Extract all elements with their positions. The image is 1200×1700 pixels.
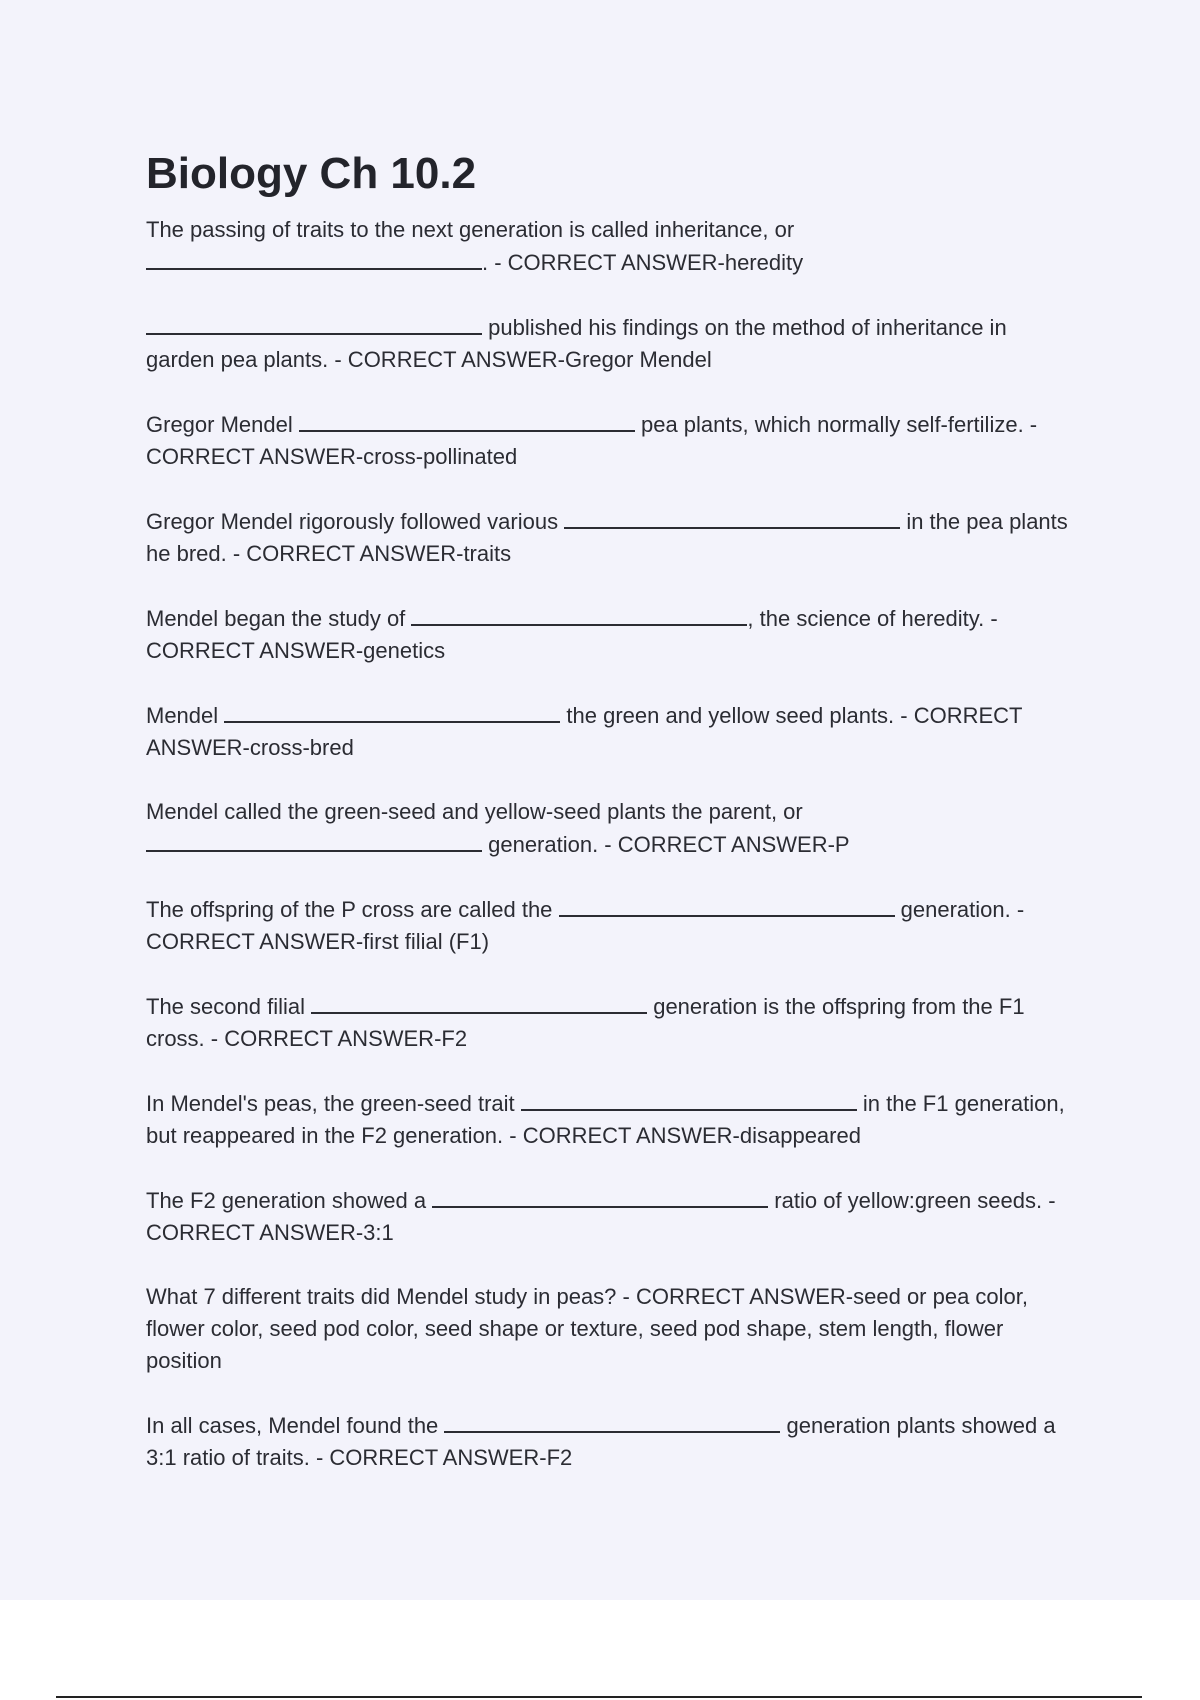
footer-divider <box>56 1696 1142 1698</box>
question-9 <box>146 990 1076 1055</box>
question-text-before: Mendel began the study of <box>146 606 412 631</box>
question-3 <box>146 408 1076 473</box>
question-text: What 7 different traits did Mendel study in peas? - CORRECT ANSWER-seed or pea color, flower color, seed pod color, seed shape or texture, seed pod shape, stem length, flower position <box>146 1284 1029 1373</box>
question-text-before: Gregor Mendel <box>146 412 299 437</box>
answer-blank <box>444 1409 780 1433</box>
question-text-after: the green and yellow seed plants. - CORRECT ANSWER-cross-bred <box>146 703 1023 760</box>
answer-blank <box>564 505 900 529</box>
question-text-after: . - CORRECT ANSWER-heredity <box>482 250 804 275</box>
question-text-before: Gregor Mendel rigorously followed various <box>146 509 565 534</box>
question-text-before: The F2 generation showed a <box>146 1188 433 1213</box>
question-8 <box>146 893 1076 958</box>
question-text-before: The passing of traits to the next generation is called inheritance, or <box>146 217 795 242</box>
question-7 <box>146 796 1076 861</box>
question-text-after: , the science of heredity. - CORRECT ANSWER-genetics <box>146 606 998 663</box>
question-text-before: The second filial <box>146 994 312 1019</box>
answer-blank <box>559 893 895 917</box>
question-text-before: In Mendel's peas, the green-seed trait <box>146 1091 521 1116</box>
question-text-after: generation is the offspring from the F1 cross. - CORRECT ANSWER-F2 <box>146 994 1025 1051</box>
question-text-before: Mendel called the green-seed and yellow-seed plants the parent, or <box>146 799 803 824</box>
answer-blank <box>146 246 482 270</box>
question-1 <box>146 214 1076 279</box>
question-11 <box>146 1184 1076 1249</box>
question-text-before: Mendel <box>146 703 225 728</box>
question-13 <box>146 1409 1076 1474</box>
question-text-before: The offspring of the P cross are called the <box>146 897 559 922</box>
answer-blank <box>224 699 560 723</box>
question-text-after: published his findings on the method of inheritance in garden pea plants. - CORRECT ANSWER-Gregor Mendel <box>146 315 1007 372</box>
question-text-after: generation plants showed a 3:1 ratio of traits. - CORRECT ANSWER-F2 <box>146 1413 1056 1470</box>
question-text-after: generation. - CORRECT ANSWER-P <box>482 832 850 857</box>
answer-blank <box>432 1184 768 1208</box>
page-title: Biology Ch 10.2 <box>146 149 477 198</box>
question-text-before: In all cases, Mendel found the <box>146 1413 445 1438</box>
question-text-after: in the pea plants he bred. - CORRECT ANSWER-traits <box>146 509 1068 566</box>
question-12 <box>146 1281 1076 1377</box>
question-10 <box>146 1087 1076 1152</box>
answer-blank <box>521 1087 857 1111</box>
question-5 <box>146 602 1076 667</box>
question-text-after: ratio of yellow:green seeds. - CORRECT ANSWER-3:1 <box>146 1188 1056 1245</box>
answer-blank <box>311 990 647 1014</box>
document-content <box>146 148 1076 1506</box>
question-6 <box>146 699 1076 764</box>
answer-blank <box>299 408 635 432</box>
question-2 <box>146 311 1076 376</box>
question-text-after: generation. - CORRECT ANSWER-first filial (F1) <box>146 897 1025 954</box>
question-4 <box>146 505 1076 570</box>
question-text-after: in the F1 generation, but reappeared in the F2 generation. - CORRECT ANSWER-disappeared <box>146 1091 1065 1148</box>
answer-blank <box>146 828 482 852</box>
question-text-after: pea plants, which normally self-fertilize. - CORRECT ANSWER-cross-pollinated <box>146 412 1038 469</box>
answer-blank <box>146 311 482 335</box>
answer-blank <box>411 602 747 626</box>
